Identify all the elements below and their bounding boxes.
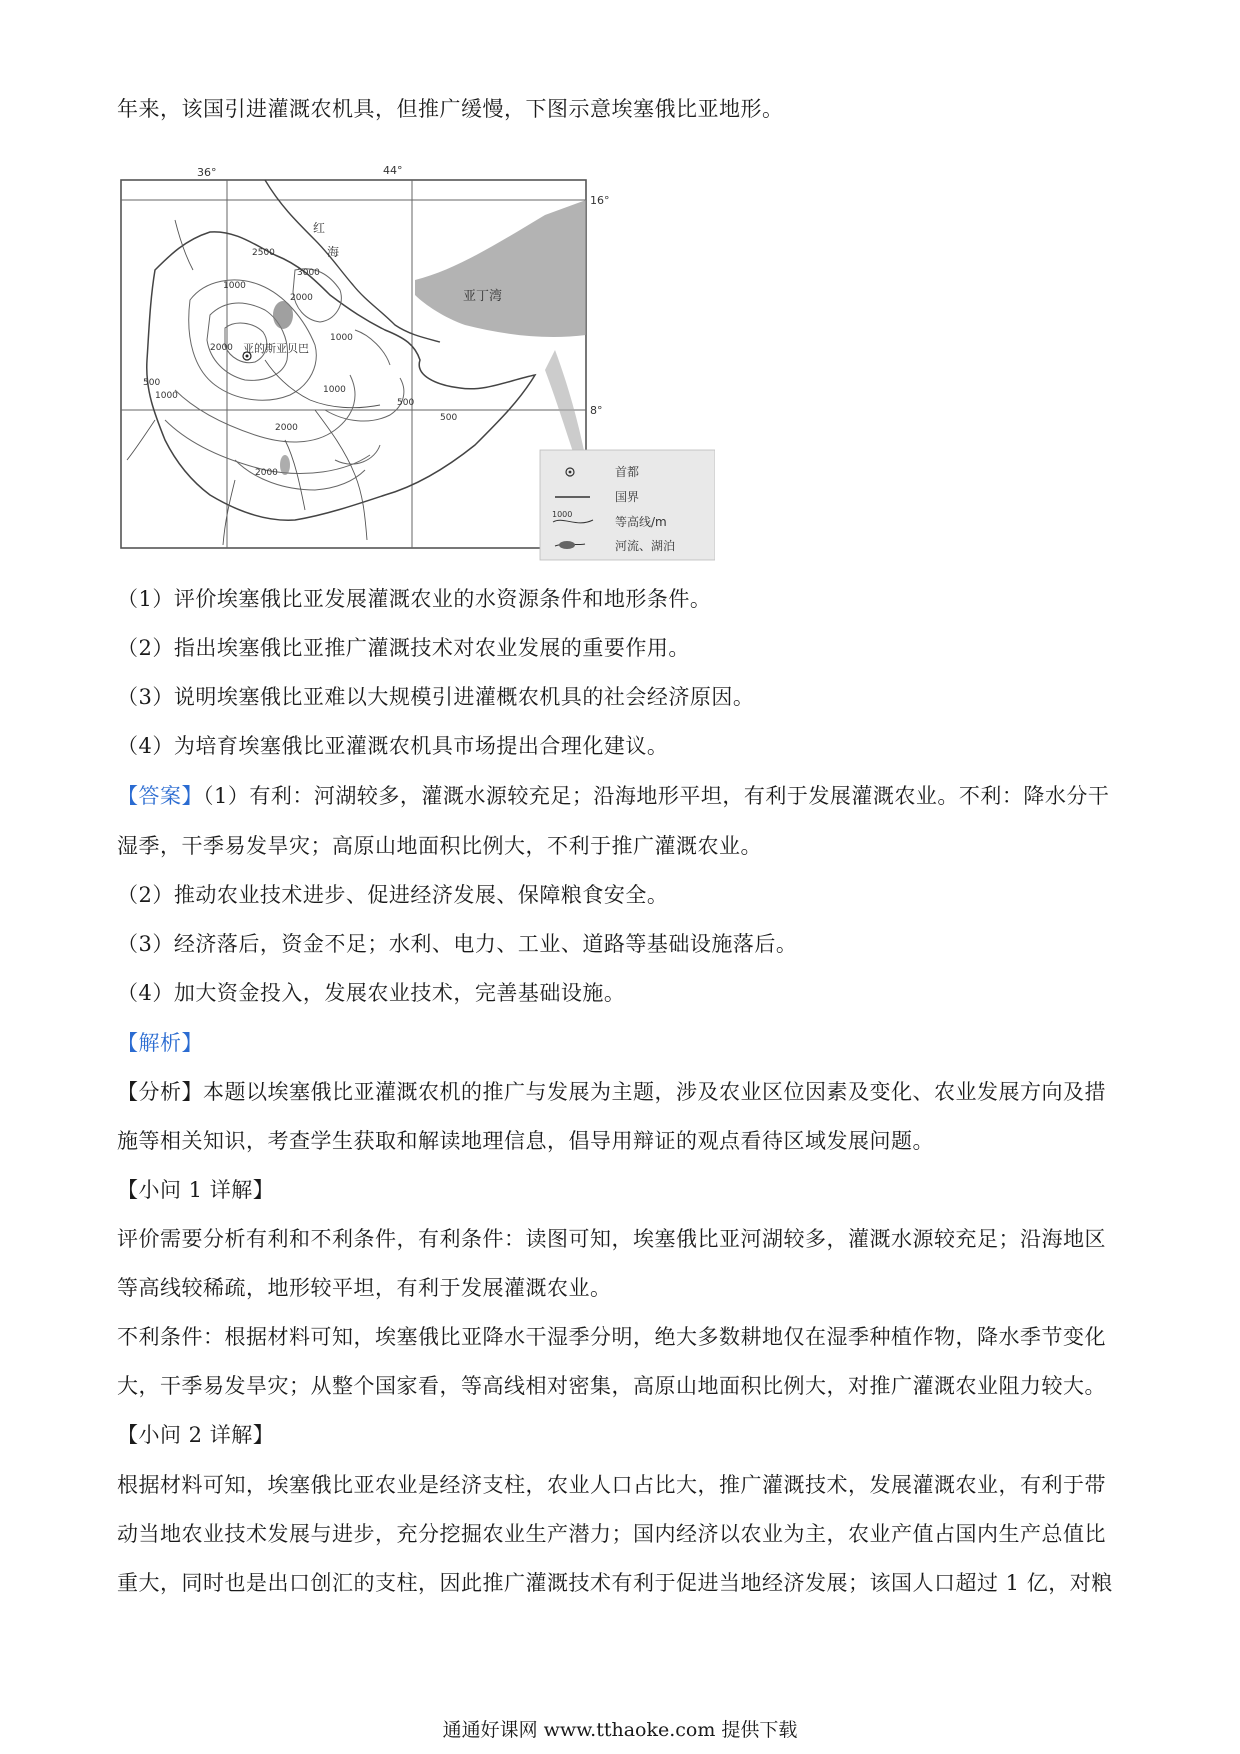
lon-label-44: 44° xyxy=(383,164,403,177)
question-2: （2）指出埃塞俄比亚推广灌溉技术对农业发展的重要作用。 xyxy=(117,636,690,660)
svg-text:500: 500 xyxy=(397,398,415,408)
sub1-line-4: 大，干季易发旱灾；从整个国家看，等高线相对密集，高原山地面积比例大，对推广灌溉农业阻力较大。 xyxy=(117,1374,1106,1398)
svg-text:1000: 1000 xyxy=(330,333,353,343)
lat-label-16: 16° xyxy=(590,194,610,207)
answer-line-1: 【答案】（1）有利：河湖较多，灌溉水源较充足；沿海地形平坦，有利于发展灌溉农业。不利：降水分干 xyxy=(117,784,1110,808)
svg-text:等高线/m: 等高线/m xyxy=(615,515,667,529)
sub1-line-1: 评价需要分析有利和不利条件，有利条件：读图可知，埃塞俄比亚河湖较多，灌溉水源较充足；沿海地区 xyxy=(117,1227,1106,1251)
sub2-line-3: 重大，同时也是出口创汇的支柱，因此推广灌溉技术有利于促进当地经济发展；该国人口超过 1 亿，对粮 xyxy=(117,1571,1113,1595)
question-3: （3）说明埃塞俄比亚难以大规模引进灌概农机具的社会经济原因。 xyxy=(117,685,755,709)
page-footer: 通通好课网 www.tthaoke.com 提供下载 xyxy=(442,1719,798,1741)
lat-label-8: 8° xyxy=(590,404,603,417)
question-4: （4）为培育埃塞俄比亚灌溉农机具市场提出合理化建议。 xyxy=(117,734,669,758)
lake-tana xyxy=(273,301,293,329)
sub2-line-2: 动当地农业技术发展与进步，充分挖掘农业生产潜力；国内经济以农业为主，农业产值占国内生产总值比 xyxy=(117,1522,1106,1546)
svg-text:河流、湖泊: 河流、湖泊 xyxy=(615,539,676,553)
svg-text:国界: 国界 xyxy=(615,490,640,504)
sub1-title: 【小问 1 详解】 xyxy=(117,1178,275,1202)
svg-text:1000: 1000 xyxy=(323,385,346,395)
map-legend xyxy=(540,450,715,560)
svg-text:500: 500 xyxy=(440,413,458,423)
answer-line-2: 湿季，干季易发旱灾；高原山地面积比例大，不利于推广灌溉农业。 xyxy=(117,834,762,858)
lon-label-36: 36° xyxy=(197,166,217,179)
svg-text:2000: 2000 xyxy=(255,468,278,478)
analysis-fenxi-1: 【分析】本题以埃塞俄比亚灌溉农机的推广与发展为主题，涉及农业区位因素及变化、农业发展方向及措 xyxy=(117,1080,1106,1104)
svg-text:1000: 1000 xyxy=(223,281,246,291)
svg-text:首都: 首都 xyxy=(615,465,640,479)
svg-text:2500: 2500 xyxy=(252,248,275,258)
answer-line-5: （4）加大资金投入，发展农业技术，完善基础设施。 xyxy=(117,981,626,1005)
svg-text:1000: 1000 xyxy=(552,510,573,519)
ethiopia-terrain-map xyxy=(115,160,715,565)
sub2-line-1: 根据材料可知，埃塞俄比亚农业是经济支柱，农业人口占比大，推广灌溉技术，发展灌溉农业，有利于带 xyxy=(117,1473,1106,1497)
sub2-title: 【小问 2 详解】 xyxy=(117,1423,275,1447)
svg-text:2000: 2000 xyxy=(210,343,233,353)
svg-text:2000: 2000 xyxy=(290,293,313,303)
sub1-line-3: 不利条件：根据材料可知，埃塞俄比亚降水干湿季分明，绝大多数耕地仅在湿季种植作物，降水季节变化 xyxy=(117,1325,1106,1349)
answer-line-3: （2）推动农业技术进步、促进经济发展、保障粮食安全。 xyxy=(117,883,669,907)
rift-lake xyxy=(280,455,290,475)
svg-text:1000: 1000 xyxy=(155,391,178,401)
svg-text:500: 500 xyxy=(143,378,161,388)
red-sea-label-2: 海 xyxy=(327,245,340,259)
analysis-tag: 【解析】 xyxy=(117,1031,203,1055)
red-sea-label-1: 红 xyxy=(313,221,326,235)
answer-tag: 【答案】 xyxy=(117,784,203,808)
capital-label: 亚的斯亚贝巴 xyxy=(243,342,309,355)
answer-line-4: （3）经济落后，资金不足；水利、电力、工业、道路等基础设施落后。 xyxy=(117,932,798,956)
sub1-line-2: 等高线较稀疏，地形较平坦，有利于发展灌溉农业。 xyxy=(117,1276,612,1300)
svg-text:2000: 2000 xyxy=(275,423,298,433)
intro-text: 年来，该国引进灌溉农机具，但推广缓慢，下图示意埃塞俄比亚地形。 xyxy=(117,97,784,121)
gulf-label: 亚丁湾 xyxy=(463,289,503,304)
question-1: （1）评价埃塞俄比亚发展灌溉农业的水资源条件和地形条件。 xyxy=(117,587,712,611)
map-svg xyxy=(115,160,715,565)
svg-text:3000: 3000 xyxy=(297,268,320,278)
analysis-fenxi-2: 施等相关知识，考查学生获取和解读地理信息，倡导用辩证的观点看待区域发展问题。 xyxy=(117,1129,934,1153)
